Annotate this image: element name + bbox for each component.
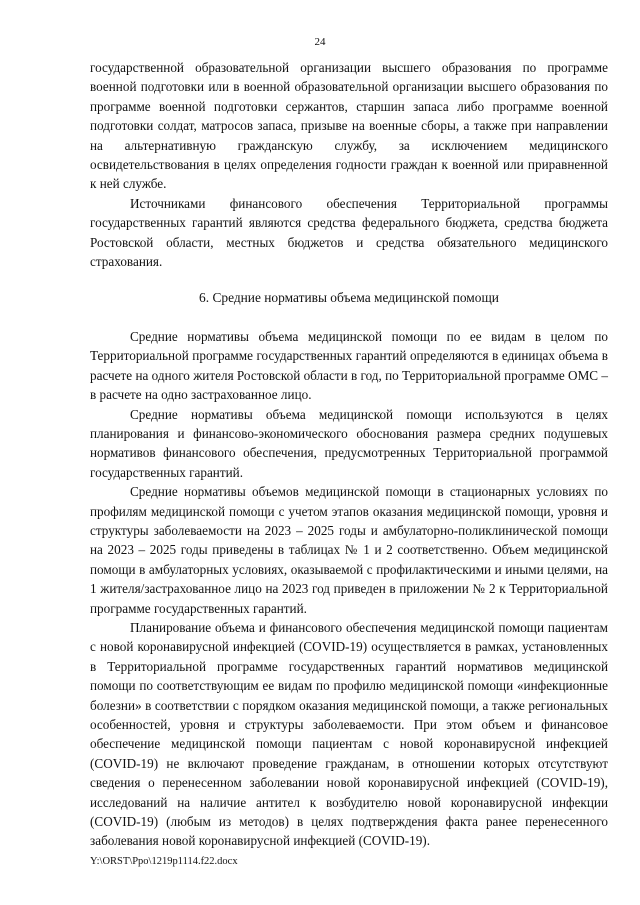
paragraph-funding-sources: Источниками финансового обеспечения Территориальной программы государственных гарантий являются средства федерального бюджета, средства бюджета Ростовской области, местных бюджетов и средства обязательного медицинского страхования. xyxy=(90,195,608,270)
document-body xyxy=(90,58,608,851)
paragraph-continuation: государственной образовательной организации высшего образования по программе военной подготовки или в военной образовательной организации высшего образования по программе военной подготовки сержантов, старшин запаса либо программе военной подготовки солдат, матросов запаса, призыве на военные сборы, а также при направлении на альтернативную гражданскую службу, за исключением медицинского освидетельствования в целях определения годности граждан к военной или приравненной к ней службе. xyxy=(90,60,608,192)
paragraph-norms-usage: Средние нормативы объема медицинской помощи используются в целях планирования и финансово-экономического обоснования размера средних подушевых нормативов финансового обеспечения, предусмотренных Территориальной программой государственных гарантий. xyxy=(90,406,608,480)
section-heading: 6. Средние нормативы объема медицинской помощи xyxy=(199,290,499,306)
paragraph-norms-definition: Средние нормативы объема медицинской помощи по ее видам в целом по Территориальной программе государственных гарантий определяются в единицах объема в расчете на одного жителя Ростовской области в год, по Территориальной программе ОМС – в расчете на одно застрахованное лицо. xyxy=(90,328,608,403)
paragraph-inpatient-norms: Средние нормативы объемов медицинской помощи в стационарных условиях по профилям медицинской помощи с учетом этапов оказания медицинской помощи, уровня и структуры заболеваемости на 2023 – 2025 годы и амбулаторно-поликлинической помощи на 2023 – 2025 годы приведены в таблицах № 1 и 2 соответственно. Объем медицинской помощи в амбулаторных условиях, оказываемой с профилактическими и иными целями, на 1 жителя/застрахованное лицо на 2023 год приведен в приложении № 2 к Территориальной программе государственных гарантий. xyxy=(90,484,608,616)
page-number: 24 xyxy=(314,36,326,48)
paragraph-covid-planning: Планирование объема и финансового обеспечения медицинской помощи пациентам с новой коронавирусной инфекцией (COVID-19) осуществляется в рамках, установленных в Территориальной программе государственных гарантий нормативов медицинской помощи по соответствующим ее видам по профилю медицинской помощи «инфекционные болезни» в соответствии с порядком оказания медицинской помощи, а также региональных особенностей, уровня и структуры заболеваемости. При этом объем и финансовое обеспечение медицинской помощи пациентам с новой коронавирусной инфекцией (COVID-19) не включают проведение гражданам, в отношении которых отсутствуют сведения о перенесенном заболевании новой коронавирусной инфекцией (COVID-19), исследований на наличие антител к возбудителю новой коронавирусной инфекции (COVID-19) (любым из методов) в целях подтверждения факта ранее перенесенного заболевания новой коронавирусной инфекцией (COVID-19). xyxy=(90,619,608,849)
footer-file-path: Y:\ORST\Ppo\1219p1114.f22.docx xyxy=(90,856,238,867)
